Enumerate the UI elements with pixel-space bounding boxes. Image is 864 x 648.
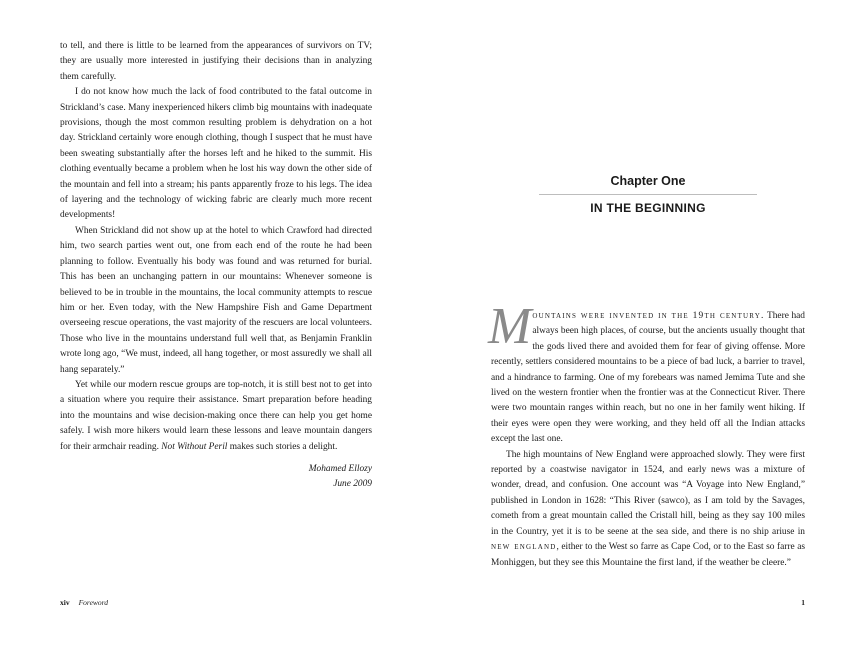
paragraph-text: There had always been high places, of course, but the ancients usually thought that the gods lived there and avoided them for fear of giving offense. More recently, settlers considered mountains to be a piece of bad luck, a barrier to travel, and a hindrance to farming. One of my forebears was named Jemima Tute and she lived on the western frontier when the frontier was at the Connecticut River. There were two mountain ranges within reach, but no one in her family went hiking. If their eyes were open they were working, and they held off all the Indian attacks except the last one.	[491, 311, 805, 445]
chapter-divider	[539, 194, 757, 195]
paragraph-text: The high mountains of New England were approached slowly. They were first reported by a coastwise navigator in 1524, and early news was a mixture of wonder, dread, and confusion. One account was “A Voyage into New England,” published in London in 1628: “This River (sawco), as I am told by the Savages, cometh from a great mountain called the Cristall hill, being as they say 100 miles in the Country, yet it is to be seene at the sea side, and there is no ship ariuse in	[491, 449, 805, 537]
paragraph-text: , either to the West so farre as Cape Cod, or to the East so farre as Monhiggen, but they see this Mountaine the first land, if the weather be cleere.”	[491, 542, 805, 568]
signature	[60, 462, 372, 493]
page-number: xiv	[60, 598, 70, 607]
running-head: Foreword	[78, 598, 109, 607]
smallcaps-text: new england	[491, 542, 557, 553]
signature-date: June 2009	[333, 479, 372, 490]
paragraph: to tell, and there is little to be learned from the appearances of survivors on TV; they are usually more interested in justifying their decisions than in analyzing them carefully.	[60, 41, 372, 82]
foreword-body	[60, 39, 372, 455]
paragraph-text: Yet while our modern rescue groups are top-notch, it is still best not to get into a situation where you require their assistance. Smart preparation before heading into the mountains and wise decision-making once there can help you get home safely. I wish more hikers would learn these lessons and leave mountain dangers for their armchair reading.	[60, 379, 372, 452]
right-page	[488, 0, 805, 648]
chapter-label: Chapter One	[610, 174, 686, 188]
paragraph: I do not know how much the lack of food contributed to the fatal outcome in Strickland’s case. Many inexperienced hikers climb big mountains with inadequate provisions, though the most common resulting problem is dehydration on a hot day. Strickland certainly wore enough clothing, though I suspect that he must have been sweating substantially after the horses left and he hiked to the summit. His clothing eventually became a problem when he lost his way down the other side of the mountain and fell into a stream; his pants apparently froze to his legs. The idea of layering and the technology of wicking fabric are clearly much more recent developments!	[60, 87, 372, 221]
opening-smallcaps: ountains were invented in the 19th century.	[532, 311, 765, 321]
drop-cap: M	[488, 298, 532, 355]
book-title: Not Without Peril	[161, 441, 228, 452]
chapter-title: IN THE BEGINNING	[590, 201, 706, 215]
paragraph	[60, 378, 372, 455]
chapter-body	[488, 298, 805, 571]
paragraph	[488, 298, 805, 448]
folio	[60, 598, 108, 607]
paragraph-text: makes such stories a delight.	[229, 441, 338, 452]
paragraph: When Strickland did not show up at the hotel to which Crawford had directed him, two search parties went out, one from each end of the route he had been planning to follow. Eventually his body was found and was returned for burial. This has been an unchanging pattern in our mountains: Whenever someone is believed to be in trouble in the mountains, the local community attempts to rescue him or her. Even today, with the New Hampshire Fish and Game Department overseeing rescue operations, the vast majority of the rescuers are local volunteers. Those who live in the mountains understand full well that, as Benjamin Franklin wrote long ago, “We must, indeed, all hang together, or most assuredly we shall all hang separately.”	[60, 225, 372, 375]
paragraph	[491, 448, 805, 571]
signature-name: Mohamed Ellozy	[308, 464, 372, 474]
page-number: 1	[801, 598, 805, 607]
left-page	[60, 0, 372, 648]
